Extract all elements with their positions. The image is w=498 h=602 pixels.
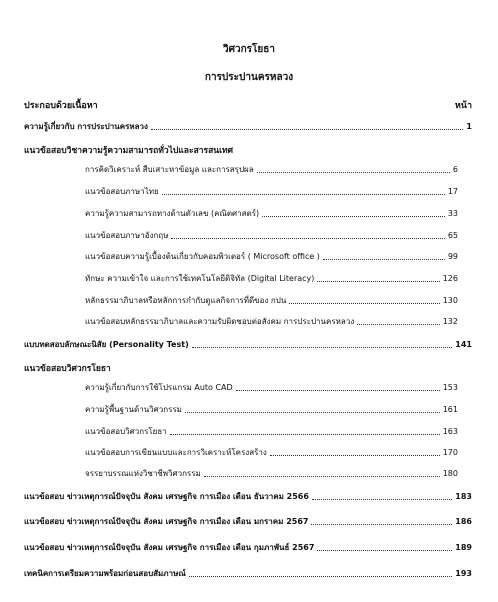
toc-entry-page: 65 — [447, 231, 458, 240]
toc-entry — [24, 491, 472, 503]
document-title: วิศวกรโยธา — [223, 44, 275, 55]
toc-leader — [317, 550, 452, 551]
toc-leader — [257, 172, 450, 173]
toc-entry — [85, 164, 458, 176]
toc-leader — [262, 216, 445, 217]
toc-leader — [192, 347, 453, 348]
toc-entry — [85, 404, 458, 416]
toc-entry-page: 183 — [455, 492, 472, 501]
toc-leader — [270, 455, 440, 456]
toc-entry — [85, 251, 458, 263]
toc-entry-label: ทักษะ ความเข้าใจ และการใช้เทคโนโลยีดิจิทัล (Digital Literacy) — [85, 274, 315, 283]
toc-entry-label: แนวข้อสอบความรู้เบื้องต้นเกี่ยวกับคอมพิวเตอร์ ( Microsoft office ) — [85, 252, 320, 261]
toc-header-label: ประกอบด้วยเนื้อหา — [24, 101, 98, 111]
toc-entry — [85, 426, 458, 438]
toc-entry-label: แบบทดสอบลักษณะนิสัย (Personality Test) — [24, 340, 189, 349]
toc-leader — [323, 259, 445, 260]
toc-entry-page: 186 — [455, 517, 472, 526]
toc-entry — [24, 339, 472, 351]
toc-entry-label: แนวข้อสอบภาษาไทย — [85, 187, 159, 196]
toc-entry-page: 130 — [442, 296, 458, 305]
toc-section-heading: แนวข้อสอบวิชาความรู้ความสามารถทั่วไปและสารสนเทศ — [24, 146, 233, 156]
toc-entry — [85, 230, 458, 242]
toc-entry-page: 126 — [442, 274, 458, 283]
toc-entry-page: 180 — [442, 469, 458, 478]
toc-leader — [189, 576, 453, 577]
toc-leader — [311, 524, 452, 525]
toc-leader — [312, 499, 452, 500]
toc-entry-label: หลักธรรมาภิบาลหรือหลักการกำกับดูแลกิจการที่ดีของ กปน — [85, 296, 287, 305]
toc-entry — [85, 316, 458, 328]
toc-entry-label: แนวข้อสอบหลักธรรมาภิบาลและความรับผิดชอบต่อสังคม การประปานครหลวง — [85, 317, 355, 326]
toc-entry-label: แนวข้อสอบการเขียนแบบและการวิเคราะห์โครงสร้าง — [85, 448, 267, 457]
toc-entry-label: ความรู้พื้นฐานด้านวิศวกรรม — [85, 405, 182, 414]
toc-leader — [162, 194, 445, 195]
toc-entry-label: จรรยาบรรณแห่งวิชาชีพวิศวกรรม — [85, 469, 201, 478]
toc-entry-page: 99 — [447, 252, 458, 261]
toc-leader — [317, 281, 439, 282]
toc-entry-label: แนวข้อสอบภาษาอังกฤษ — [85, 231, 169, 240]
toc-entry — [24, 568, 472, 580]
toc-entry — [24, 121, 472, 133]
toc-entry-page: 17 — [447, 187, 458, 196]
toc-leader — [357, 324, 439, 325]
toc-entry — [85, 295, 458, 307]
document-subtitle: การประปานครหลวง — [204, 72, 294, 83]
toc-leader — [151, 129, 463, 130]
toc-entry-label: การคิดวิเคราะห์ สืบเสาะหาข้อมูล และการสรุปผล — [85, 165, 254, 174]
toc-entry-page: 153 — [442, 383, 458, 392]
toc-entry-label: ความรู้เกี่ยวกับการใช้โปรแกรม Auto CAD — [85, 383, 233, 392]
toc-leader — [289, 303, 439, 304]
toc-entry-page: 132 — [442, 317, 458, 326]
toc-leader — [170, 434, 440, 435]
toc-leader — [236, 390, 440, 391]
toc-entry — [85, 273, 458, 285]
toc-entry — [85, 447, 458, 459]
toc-entry — [85, 468, 458, 480]
toc-entry-label: แนวข้อสอบ ข่าวเหตุการณ์ปัจจุบัน สังคม เศรษฐกิจ การเมือง เดือน มกราคม 2567 — [24, 517, 309, 526]
toc-page-header: หน้า — [454, 101, 472, 111]
toc-leader — [204, 476, 440, 477]
toc-entry-label: แนวข้อสอบ ข่าวเหตุการณ์ปัจจุบัน สังคม เศรษฐกิจ การเมือง เดือน กุมภาพันธ์ 2567 — [24, 543, 315, 552]
toc-entry-page: 6 — [452, 165, 458, 174]
toc-entry — [24, 516, 472, 528]
toc-leader — [171, 238, 444, 239]
toc-entry-page: 1 — [466, 122, 472, 131]
toc-entry-label: ความรู้ความสามารถทางด้านตัวเลข (คณิตศาสตร์) — [85, 209, 260, 218]
toc-entry-page: 163 — [442, 427, 458, 436]
toc-section-heading: แนวข้อสอบวิศวกรโยธา — [24, 364, 111, 374]
toc-entry — [85, 382, 458, 394]
toc-entry-label: ความรู้เกี่ยวกับ การประปานครหลวง — [24, 122, 148, 131]
toc-entry-label: แนวข้อสอบวิศวกรโยธา — [85, 427, 167, 436]
toc-entry-page: 189 — [455, 543, 472, 552]
toc-entry — [85, 186, 458, 198]
toc-entry — [24, 542, 472, 554]
toc-entry-page: 141 — [455, 340, 472, 349]
toc-entry-label: เทคนิคการเตรียมความพร้อมก่อนสอบสัมภาษณ์ — [24, 569, 186, 578]
toc-entry-label: แนวข้อสอบ ข่าวเหตุการณ์ปัจจุบัน สังคม เศรษฐกิจ การเมือง เดือน ธันวาคม 2566 — [24, 492, 309, 501]
toc-entry — [85, 208, 458, 220]
toc-header — [24, 98, 472, 112]
toc-entry-page: 170 — [442, 448, 458, 457]
toc-leader — [185, 412, 440, 413]
toc-entry-page: 161 — [442, 405, 458, 414]
toc-entry-page: 193 — [455, 569, 472, 578]
toc-entry-page: 33 — [447, 209, 458, 218]
